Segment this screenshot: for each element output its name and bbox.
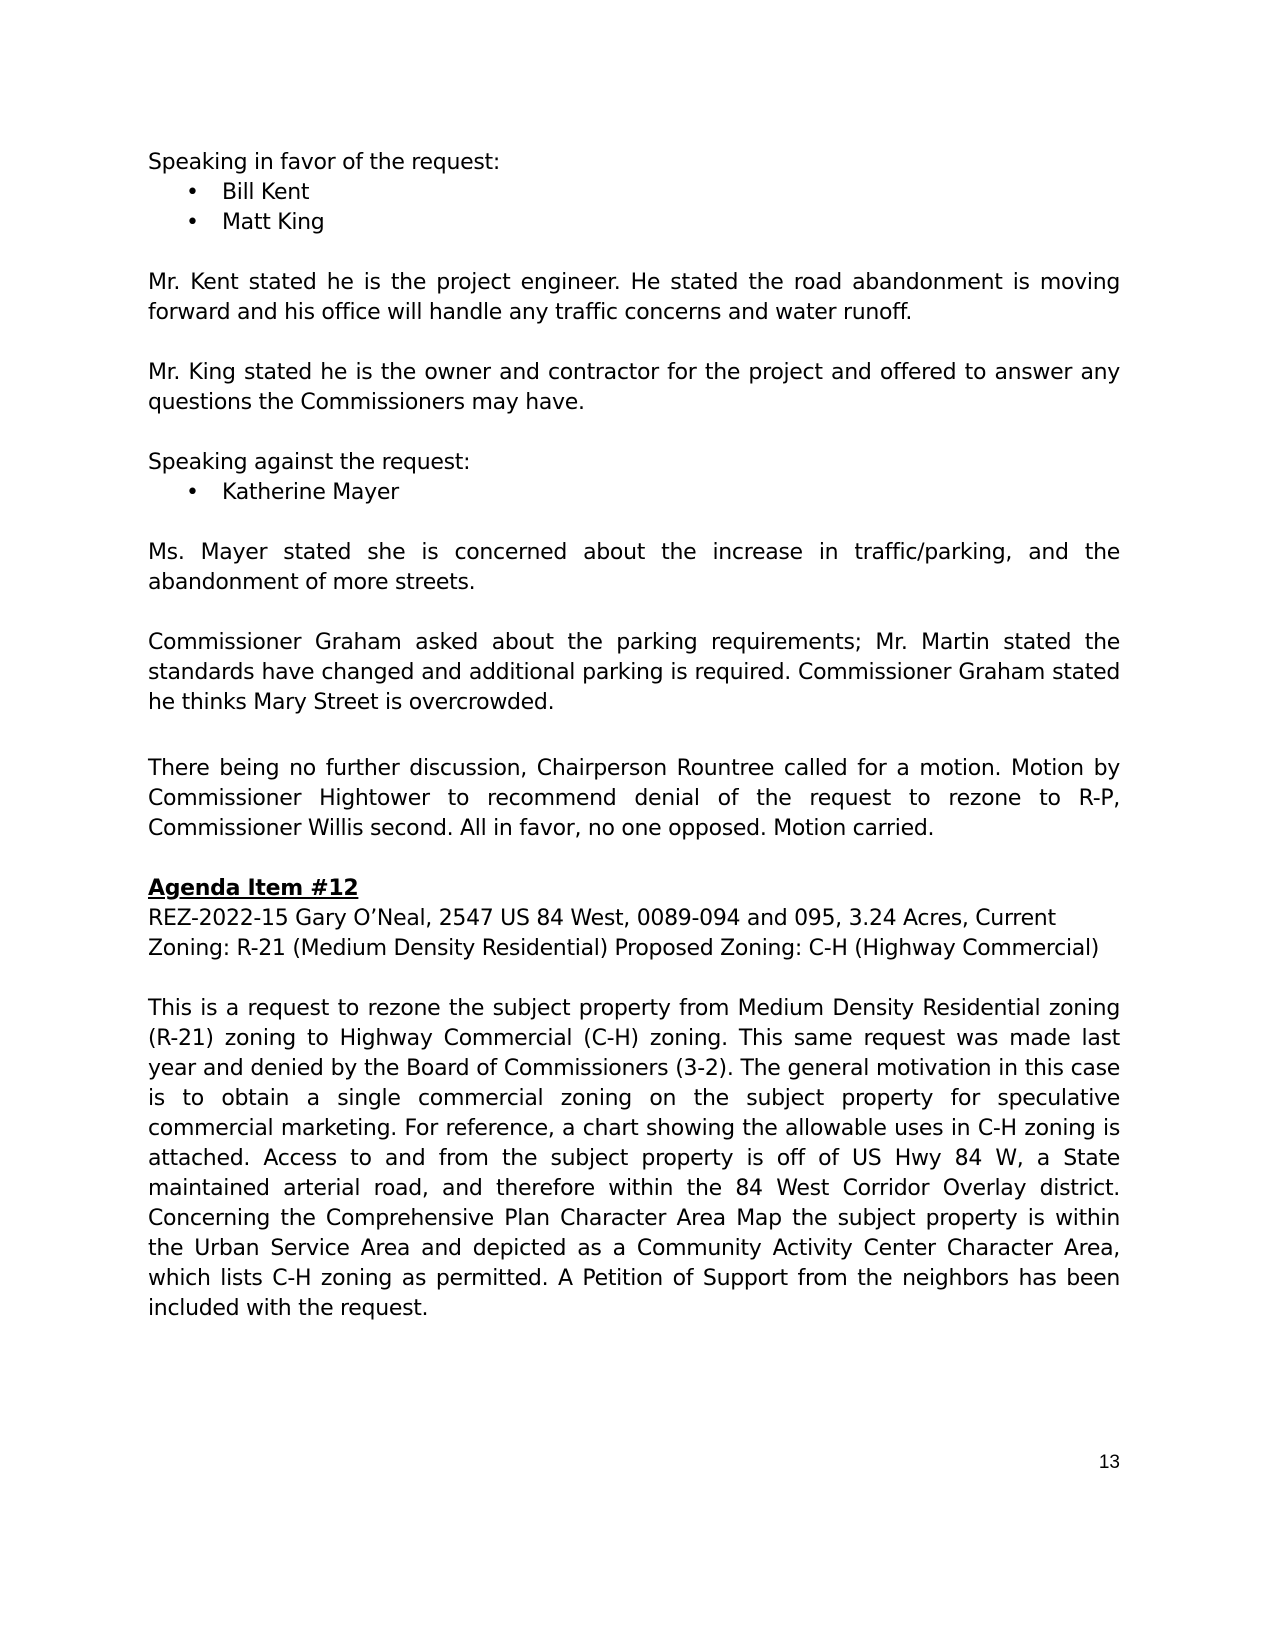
against-speaker-list bbox=[148, 478, 1120, 508]
favor-label: Speaking in favor of the request: bbox=[148, 150, 500, 175]
spacer bbox=[148, 508, 1120, 538]
against-label: Speaking against the request: bbox=[148, 450, 471, 475]
spacer bbox=[148, 328, 1120, 358]
speaker-name: Matt King bbox=[222, 210, 325, 235]
bullet-icon: • bbox=[186, 210, 199, 235]
favor-speaker-list bbox=[148, 178, 1120, 238]
bullet-icon: • bbox=[186, 180, 199, 205]
paragraph-graham: Commissioner Graham asked about the parking requirements; Mr. Martin stated the standards have changed and additional parking is required. Commissioner Graham stated he thinks Mary Street is overcrowded. bbox=[148, 630, 1120, 715]
page-number: 13 bbox=[1098, 1452, 1120, 1473]
agenda-item-heading: Agenda Item #12 bbox=[148, 876, 359, 901]
spacer bbox=[148, 718, 1120, 754]
spacer bbox=[148, 598, 1120, 628]
agenda-item-summary: REZ-2022-15 Gary O’Neal, 2547 US 84 West, 0089-094 and 095, 3.24 Acres, Current Zoning: R-21 (Medium Density Residential) Proposed Zoning: C-H (Highway Commercial) bbox=[148, 906, 1100, 961]
bullet-icon: • bbox=[186, 480, 199, 505]
paragraph-king: Mr. King stated he is the owner and contractor for the project and offered to answer any questions the Commissioners may have. bbox=[148, 360, 1120, 415]
spacer bbox=[148, 238, 1120, 268]
paragraph-kent: Mr. Kent stated he is the project engineer. He stated the road abandonment is moving forward and his office will handle any traffic concerns and water runoff. bbox=[148, 270, 1120, 325]
speaker-name: Bill Kent bbox=[222, 180, 310, 205]
agenda-item-description: This is a request to rezone the subject property from Medium Density Residential zoning (R-21) zoning to Highway Commercial (C-H) zoning. This same request was made last year and denied by the Board of Commissioners (3-2). The general motivation in this case is to obtain a single commercial zoning on the subject property for speculative commercial marketing. For reference, a chart showing the allowable uses in C-H zoning is attached. Access to and from the subject property is off of US Hwy 84 W, a State maintained arterial road, and therefore within the 84 West Corridor Overlay district. Concerning the Comprehensive Plan Character Area Map the subject property is within the Urban Service Area and depicted as a Community Activity Center Character Area, which lists C-H zoning as permitted. A Petition of Support from the neighbors has been included with the request. bbox=[148, 996, 1120, 1321]
paragraph-mayer: Ms. Mayer stated she is concerned about the increase in traffic/parking, and the abandonment of more streets. bbox=[148, 540, 1120, 595]
paragraph-motion: There being no further discussion, Chairperson Rountree called for a motion. Motion by Commissioner Hightower to recommend denial of the request to rezone to R-P, Commissioner Willis second. All in favor, no one opposed. Motion carried. bbox=[148, 756, 1120, 841]
list-item bbox=[186, 478, 1120, 508]
spacer bbox=[148, 844, 1120, 874]
spacer bbox=[148, 418, 1120, 448]
spacer bbox=[148, 964, 1120, 994]
speaker-name: Katherine Mayer bbox=[222, 480, 399, 505]
list-item bbox=[186, 208, 1120, 238]
document-page bbox=[148, 148, 1120, 1324]
list-item bbox=[186, 178, 1120, 208]
